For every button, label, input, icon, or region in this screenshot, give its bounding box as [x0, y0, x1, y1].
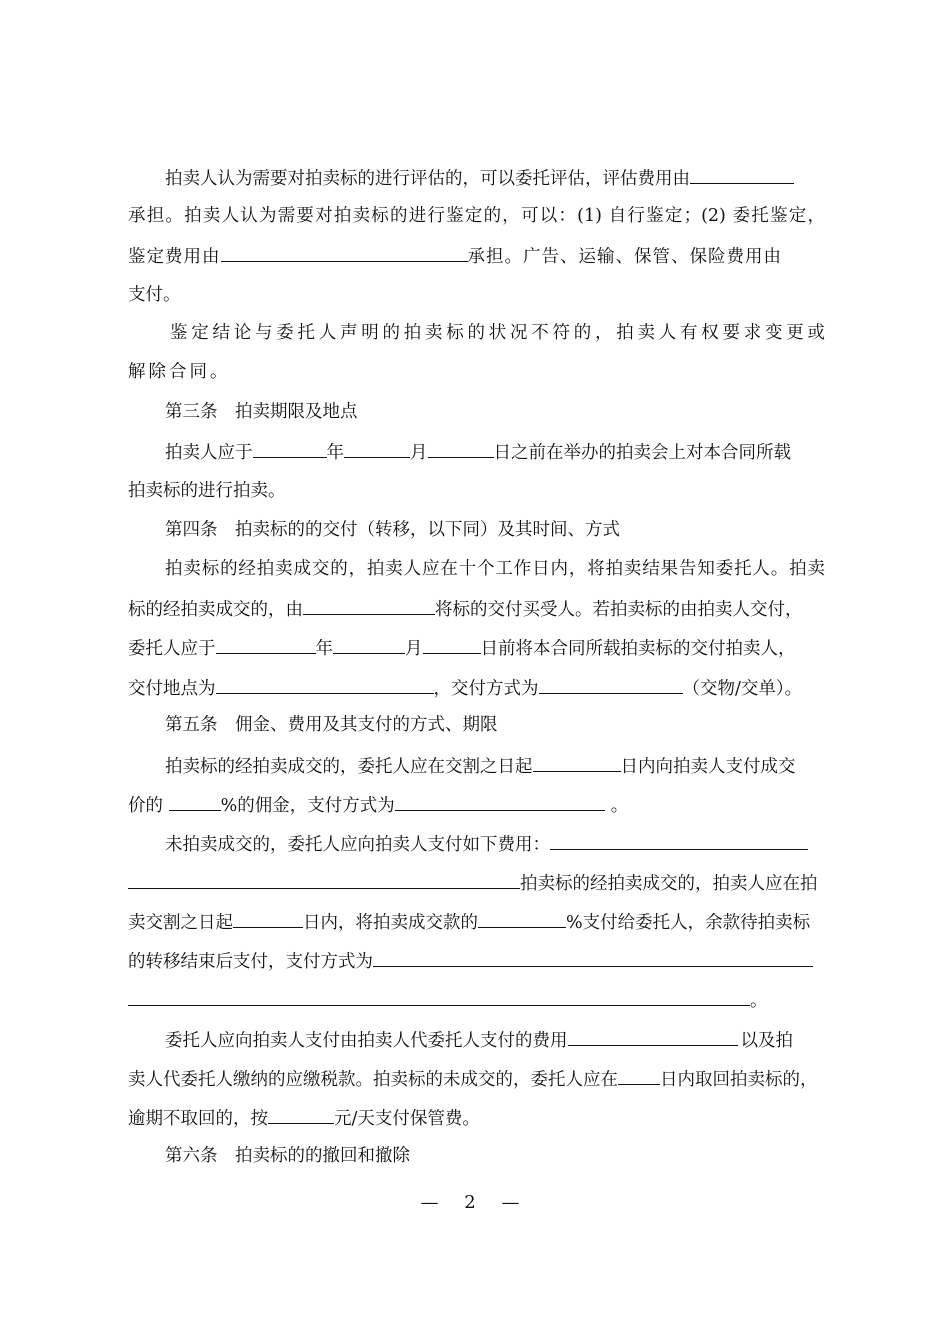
text: 解除合同。 — [128, 362, 231, 382]
paragraph-line — [128, 359, 825, 385]
text: 未拍卖成交的，委托人应向拍卖人支付如下费用： — [165, 835, 550, 855]
text: 拍卖标的经拍卖成交的，委托人应在交割之日起 — [165, 757, 533, 777]
fill-blank[interactable] — [333, 634, 405, 654]
text: 标的经拍卖成交的，由 — [128, 600, 303, 620]
paragraph-line — [128, 203, 825, 229]
paragraph-line — [128, 986, 825, 1012]
text: 承担。拍卖人认为需要对拍卖标的进行鉴定的，可以：(1) 自行鉴定；(2) 委托鉴定， — [128, 206, 825, 226]
text: 元/天支付保管费。 — [334, 1109, 480, 1129]
section-heading — [165, 1143, 825, 1169]
text: %的佣金，支付方式为 — [220, 796, 395, 816]
text: 鉴定费用由 — [128, 247, 221, 267]
paragraph-line — [128, 595, 825, 621]
paragraph-line — [128, 282, 825, 308]
fill-blank[interactable] — [253, 438, 327, 458]
text: 拍卖标的经拍卖成交的，拍卖人应在拍 — [520, 874, 818, 894]
fill-blank[interactable] — [395, 791, 605, 811]
paragraph-line — [170, 320, 825, 346]
fill-blank[interactable] — [169, 791, 221, 811]
paragraph-line — [128, 1065, 825, 1091]
text: 卖人代委托人缴纳的应缴税款。拍卖标的未成交的，委托人应在 — [128, 1070, 618, 1090]
fill-blank[interactable] — [128, 986, 750, 1006]
fill-blank[interactable] — [478, 908, 566, 928]
paragraph-line — [128, 1104, 825, 1130]
text: 委托人应于 — [128, 639, 216, 659]
fill-blank[interactable] — [128, 869, 520, 889]
fill-blank[interactable] — [216, 674, 434, 694]
text: 拍卖标的进行拍卖。 — [128, 481, 286, 501]
section-heading — [165, 712, 825, 738]
text: 拍卖人认为需要对拍卖标的进行评估的，可以委托评估，评估费用由 — [165, 169, 690, 189]
heading-text: 第五条 佣金、费用及其支付的方式、期限 — [165, 715, 498, 735]
paragraph-line — [128, 791, 825, 817]
text: 。 — [750, 991, 768, 1011]
fill-blank[interactable] — [539, 674, 683, 694]
text: 卖交割之日起 — [128, 913, 233, 933]
text: （交物/交单）。 — [682, 679, 803, 699]
text: 。 — [610, 796, 629, 816]
fill-blank[interactable] — [268, 1104, 334, 1124]
text: 月 — [410, 443, 428, 463]
text: ，交付方式为 — [433, 679, 539, 699]
fill-blank[interactable] — [303, 595, 435, 615]
text: 日内向拍卖人支付成交 — [620, 757, 796, 777]
paragraph-line — [165, 830, 825, 856]
text: 承担。广告、运输、保管、保险费用由 — [467, 247, 782, 267]
paragraph-line — [165, 438, 825, 464]
fill-blank[interactable] — [423, 634, 481, 654]
fill-blank[interactable] — [533, 752, 621, 772]
text: 将标的交付买受人。若拍卖标的由拍卖人交付， — [435, 600, 803, 620]
text: 年 — [315, 639, 333, 659]
fill-blank[interactable] — [216, 634, 316, 654]
text: 的转移结束后支付，支付方式为 — [128, 952, 373, 972]
text: %支付给委托人，余款待拍卖标 — [566, 913, 811, 933]
fill-blank[interactable] — [568, 1026, 738, 1046]
text: 拍卖标的经拍卖成交的，拍卖人应在十个工作日内，将拍卖结果告知委托人。拍卖 — [165, 559, 825, 579]
paragraph-line — [128, 674, 825, 700]
page-number: — 2 — — [420, 1192, 530, 1213]
paragraph-line — [128, 478, 825, 504]
text: 日内取回拍卖标的， — [660, 1070, 818, 1090]
text: 价的 — [128, 796, 169, 816]
text: 年 — [326, 443, 344, 463]
fill-blank[interactable] — [690, 164, 794, 184]
paragraph-line — [165, 164, 825, 190]
text: 日内，将拍卖成交款的 — [303, 913, 478, 933]
text: 交付地点为 — [128, 679, 216, 699]
paragraph-line — [165, 752, 825, 778]
fill-blank[interactable] — [428, 438, 494, 458]
fill-blank[interactable] — [550, 830, 808, 850]
fill-blank[interactable] — [344, 438, 410, 458]
text: 日前将本合同所载拍卖标的交付拍卖人， — [480, 639, 796, 659]
text: 以及拍 — [740, 1031, 793, 1051]
section-heading — [165, 399, 825, 425]
paragraph-line — [165, 1026, 825, 1052]
text: 鉴定结论与委托人声明的拍卖标的状况不符的，拍卖人有权要求变更或 — [170, 323, 825, 343]
paragraph-line — [165, 556, 825, 582]
fill-blank[interactable] — [373, 947, 813, 967]
fill-blank[interactable] — [233, 908, 303, 928]
text: 逾期不取回的，按 — [128, 1109, 268, 1129]
paragraph-line — [128, 908, 825, 934]
paragraph-line — [128, 869, 825, 895]
text: 月 — [405, 639, 423, 659]
fill-blank[interactable] — [618, 1065, 660, 1085]
text: 拍卖人应于 — [165, 443, 253, 463]
text: 支付。 — [128, 285, 181, 305]
heading-text: 第四条 拍卖标的的交付（转移，以下同）及其时间、方式 — [165, 520, 620, 540]
text: 日之前在举办的拍卖会上对本合同所载 — [493, 443, 791, 463]
heading-text: 第三条 拍卖期限及地点 — [165, 402, 358, 422]
fill-blank[interactable] — [221, 242, 468, 262]
paragraph-line — [128, 634, 825, 660]
section-heading — [165, 517, 825, 543]
paragraph-line — [128, 947, 825, 973]
paragraph-line — [128, 242, 825, 268]
text: 委托人应向拍卖人支付由拍卖人代委托人支付的费用 — [165, 1031, 568, 1051]
heading-text: 第六条 拍卖标的的撤回和撤除 — [165, 1146, 410, 1166]
